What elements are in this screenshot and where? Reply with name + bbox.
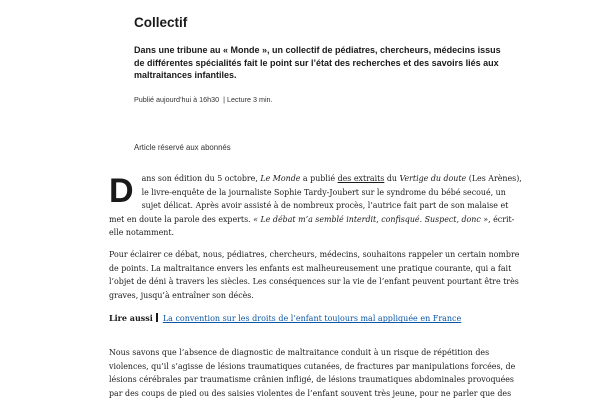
paragraph-2: Pour éclairer ce débat, nous, pédiatres, chercheurs, médecins, souhaitons rappeler un certain nombre de points. La maltraitance envers les enfants est malheureusement une pratique courante, qui a fait l’objet de déni à travers les siècles. Les conséquences sur la vie de l’enfant peuvent pourtant être très graves, jusqu’à entraîner son décès. [109,249,520,300]
paragraph-text: du [384,174,400,183]
paragraph-1 [109,172,522,240]
author-quote: « Le débat m’a semblé interdit, confisqué. Suspect, donc » [253,214,489,224]
article-body [109,172,522,408]
subscriber-badge: Article réservé aux abonnés [134,143,231,152]
paragraph-text: ans son édition du 5 octobre, [141,174,261,183]
paragraph-text: (Les Arènes), le livre-enquête de la journaliste Sophie Tardy-Joubert sur le syndrome du bébé secoué, un sujet délicat. Après avoir assisté à de nombreux procès, l’autrice fait part de son malaise et met en doute la parole des experts. [109,174,522,224]
read-also-divider [156,313,158,322]
read-also-label: Lire aussi [109,313,153,324]
author-name[interactable]: Collectif [134,15,188,30]
paragraph-text: , écrit-elle notamment. [109,214,515,238]
excerpts-link[interactable]: des extraits [337,174,385,183]
newspaper-name: Le Monde [260,174,301,183]
paragraph-3: Nous savons que l’absence de diagnostic de maltraitance conduit à un risque de répétition des violences, qu’il s’agisse de lésions traumatiques cutanées, de fractures par manipulations forcées, de lésions cérébrales par traumatisme crânien infligé, de lésions traumatiques abdominales provoquées par des coups de pied ou des saisies violentes de l’enfant souvent très jeune, pour ne parler que des [109,347,516,398]
article-summary: Dans une tribune au « Monde », un collectif de pédiatres, chercheurs, médecins issus de différentes spécialités fait le point sur l’état des recherches et des savoirs liés aux maltraitances infantiles. [134,45,501,80]
publish-date: Publié aujourd’hui à 16h30 [134,95,220,104]
article-meta: Publié aujourd’hui à 16h30 | Lecture 3 min. [134,95,273,104]
read-also [109,312,522,326]
read-also-link[interactable]: La convention sur les droits de l’enfant toujours mal appliquée en France [162,314,462,324]
paragraph-text: a publié [300,174,338,183]
reading-time: Lecture 3 min. [227,95,273,104]
drop-cap: D [109,172,134,210]
book-title: Vertige du doute [399,174,467,183]
